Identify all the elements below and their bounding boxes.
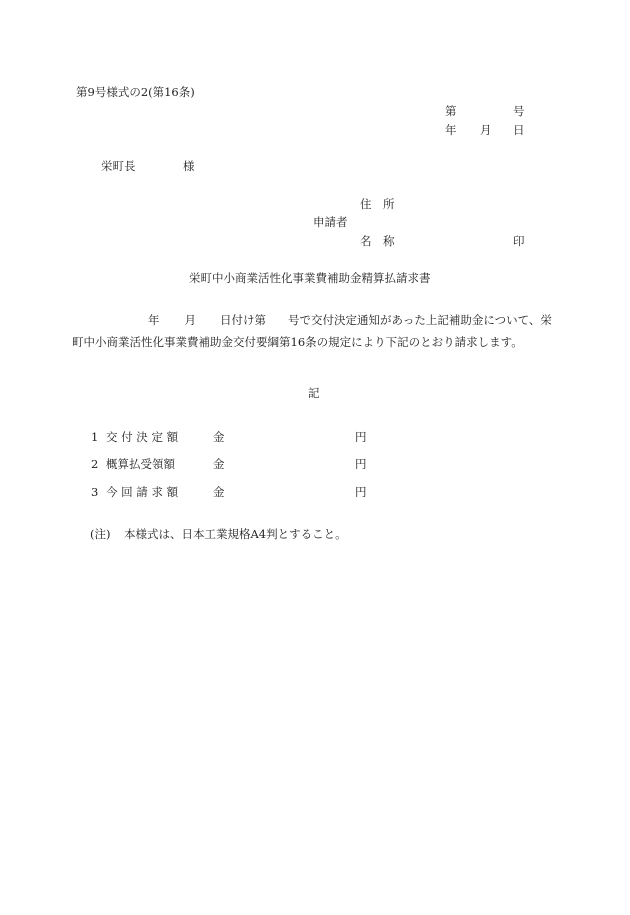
item-label: 今 回 請 求 額: [106, 485, 179, 499]
item-number: 1: [91, 430, 99, 444]
seal-mark: 印: [513, 234, 525, 248]
date-year: 年: [445, 123, 457, 137]
item-label: 交 付 決 定 額: [106, 430, 179, 444]
item-yen: 円: [355, 457, 367, 471]
body-paragraph: [72, 309, 560, 353]
applicant-label: 申請者: [313, 215, 348, 229]
applicant-address-label: 住 所: [360, 197, 395, 211]
ki-marker: 記: [308, 386, 320, 400]
item-label: 概算払受領額: [106, 457, 175, 471]
number-prefix: 第: [445, 104, 457, 118]
addressee-name: 栄町長: [101, 159, 136, 173]
body-year: 年: [148, 313, 160, 327]
number-suffix: 号: [513, 104, 525, 118]
form-id: 第9号様式の2(第16条): [76, 85, 195, 99]
note-text: 本様式は、日本工業規格A4判とすること。: [124, 527, 347, 541]
item-kin: 金: [213, 457, 225, 471]
item-yen: 円: [355, 430, 367, 444]
addressee-honorific: 様: [183, 159, 195, 173]
applicant-name-label: 名 称: [360, 234, 395, 248]
item-number: 2: [91, 457, 99, 471]
date-month: 月: [480, 123, 492, 137]
body-month: 月: [184, 313, 196, 327]
item-yen: 円: [355, 485, 367, 499]
date-day: 日: [513, 123, 525, 137]
note-label: (注): [90, 527, 111, 541]
body-dated: 日付け第: [220, 313, 266, 327]
body-sentence: 号で交付決定通知があった上記補助金について、栄町中小商業活性化事業費補助金交付要綱第16条の規定により下記のとおり請求します。: [72, 313, 552, 349]
item-kin: 金: [213, 485, 225, 499]
item-kin: 金: [213, 430, 225, 444]
document-title: 栄町中小商業活性化事業費補助金精算払請求書: [189, 271, 431, 285]
item-number: 3: [91, 485, 99, 499]
